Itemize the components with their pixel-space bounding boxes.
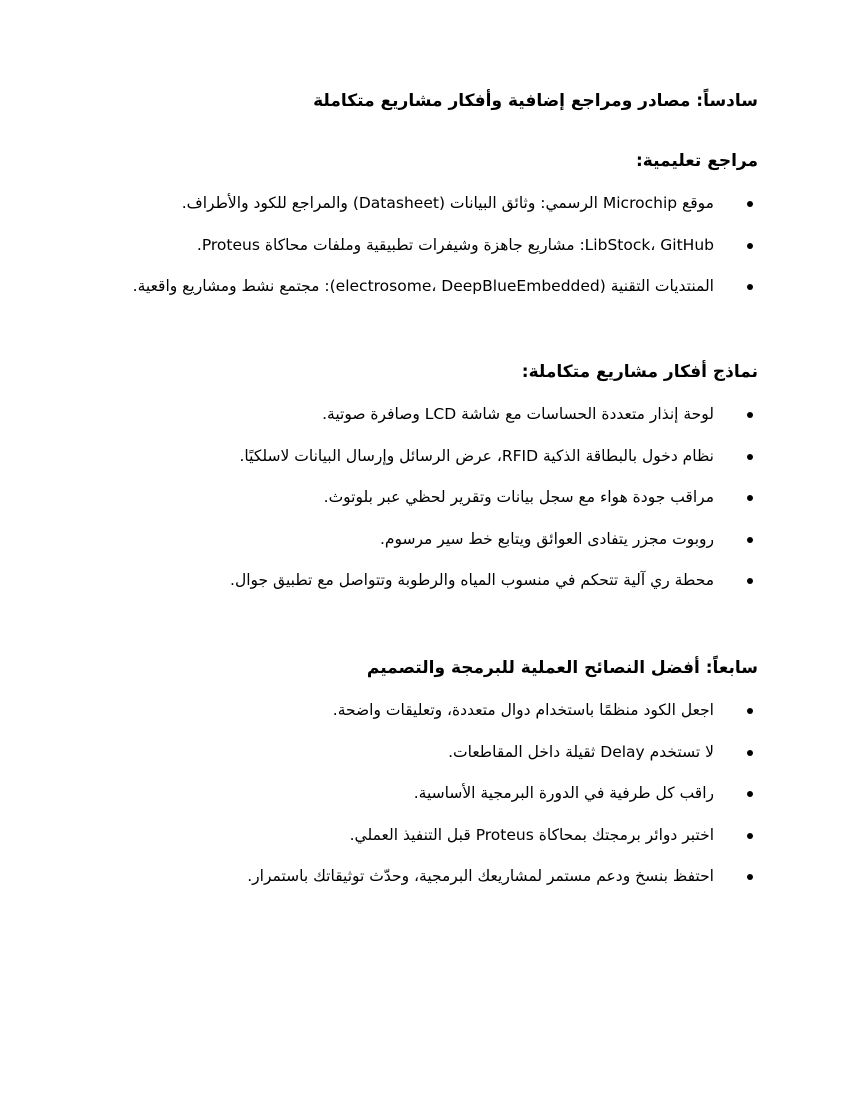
list-item (78, 273, 758, 299)
bullet-icon (747, 495, 753, 501)
list-item-text: اختبر دوائر برمجتك بمحاكاة Proteus قبل التنفيذ العملي. (349, 825, 714, 844)
bullet-icon (747, 412, 753, 418)
list-item-text: لوحة إنذار متعددة الحساسات مع شاشة LCD وصافرة صوتية. (322, 405, 714, 423)
section-7-title: سابعاً: أفضل النصائح العملية للبرمجة والتصميم (366, 658, 758, 678)
list-item-text: نظام دخول بالبطاقة الذكية RFID، عرض الرسائل وإرسال البيانات لاسلكيًا. (239, 446, 714, 465)
page-content (78, 88, 758, 905)
list-item (78, 232, 758, 258)
bullet-icon (747, 201, 753, 207)
projects-heading: نماذج أفكار مشاريع متكاملة: (521, 362, 758, 382)
bullet-icon (747, 750, 753, 756)
list-item (78, 697, 758, 723)
list-item (78, 443, 758, 469)
list-item-text: لا تستخدم Delay ثقيلة داخل المقاطعات. (448, 742, 714, 761)
bullet-icon (747, 791, 753, 797)
list-item (78, 526, 758, 552)
bullet-icon (747, 537, 753, 543)
bullet-icon (747, 874, 753, 880)
list-item-text: LibStock، GitHub: مشاريع جاهزة وشيفرات تطبيقية وملفات محاكاة Proteus. (196, 235, 714, 254)
references-list (78, 190, 758, 299)
list-item (78, 780, 758, 806)
list-item (78, 401, 758, 427)
list-item-text: مراقب جودة هواء مع سجل بيانات وتقرير لحظي عبر بلوتوث. (323, 488, 714, 506)
tips-list (78, 697, 758, 889)
list-item (78, 567, 758, 593)
list-item (78, 190, 758, 216)
list-item-text: راقب كل طرفية في الدورة البرمجية الأساسية. (413, 784, 714, 802)
references-heading: مراجع تعليمية: (635, 151, 758, 171)
bullet-icon (747, 243, 753, 249)
list-item (78, 484, 758, 510)
list-item-text: المنتديات التقنية (electrosome، DeepBlueEmbedded): مجتمع نشط ومشاريع واقعية. (132, 277, 714, 295)
bullet-icon (747, 833, 753, 839)
bullet-icon (747, 454, 753, 460)
list-item (78, 739, 758, 765)
bullet-icon (747, 708, 753, 714)
projects-list (78, 401, 758, 593)
list-item-text: احتفظ بنسخ ودعم مستمر لمشاريعك البرمجية، وحدّث توثيقاتك باستمرار. (247, 867, 714, 885)
bullet-icon (747, 578, 753, 584)
section-6-title: سادساً: مصادر ومراجع إضافية وأفكار مشاريع متكاملة (313, 91, 758, 111)
list-item-text: روبوت مجزر يتفادى العوائق ويتابع خط سير مرسوم. (379, 529, 714, 548)
list-item (78, 863, 758, 889)
bullet-icon (747, 284, 753, 290)
list-item (78, 822, 758, 848)
list-item-text: اجعل الكود منظمًا باستخدام دوال متعددة، وتعليقات واضحة. (332, 701, 714, 719)
list-item-text: موقع Microchip الرسمي: وثائق البيانات (Datasheet) والمراجع للكود والأطراف. (181, 194, 714, 212)
list-item-text: محطة ري آلية تتحكم في منسوب المياه والرطوبة وتتواصل مع تطبيق جوال. (230, 571, 714, 589)
